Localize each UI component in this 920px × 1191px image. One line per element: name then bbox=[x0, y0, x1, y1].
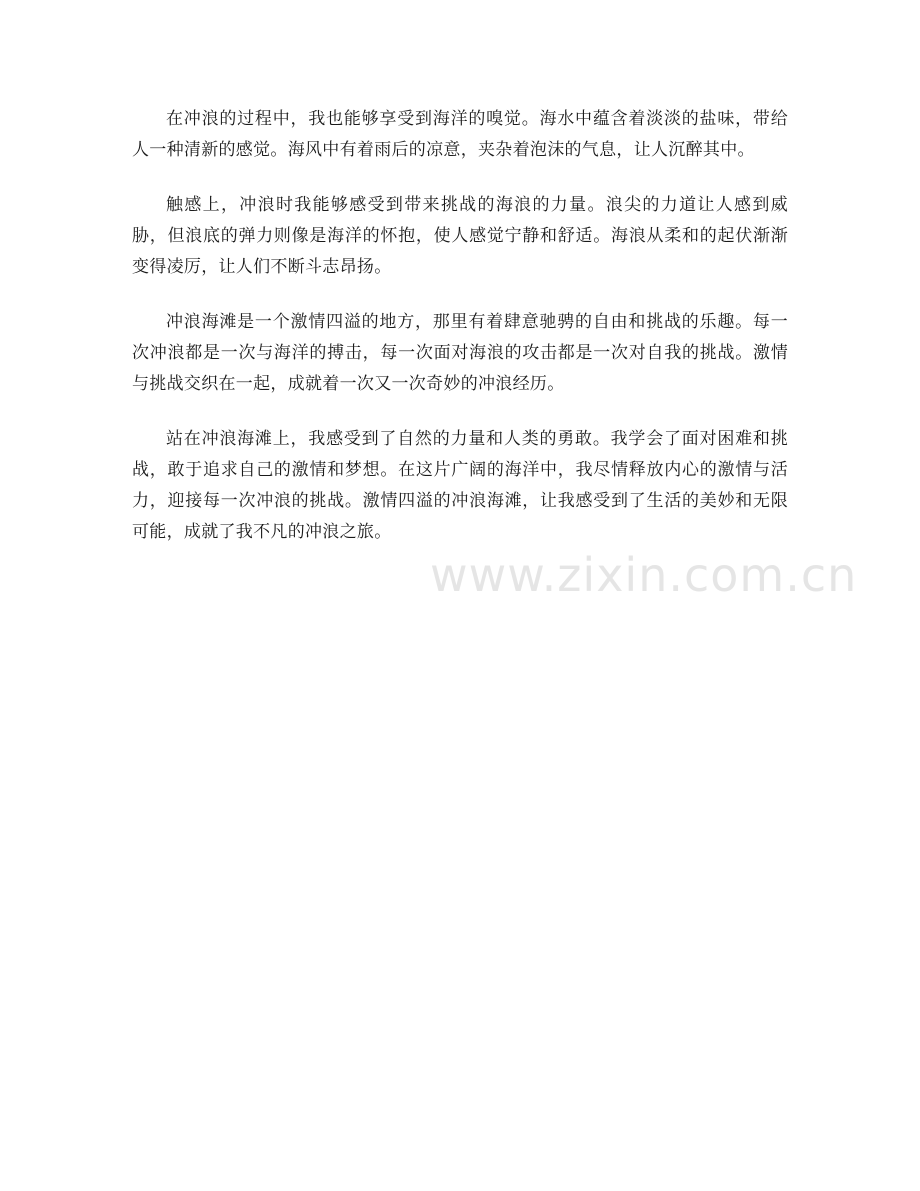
paragraph-2: 触感上，冲浪时我能够感受到带来挑战的海浪的力量。浪尖的力道让人感到威胁，但浪底的弹力则像是海洋的怀抱，使人感觉宁静和舒适。海浪从柔和的起伏渐渐变得凌厉，让人们不断斗志昂扬。 bbox=[132, 195, 788, 277]
watermark-text: www.zixin.com.cn bbox=[430, 548, 858, 602]
paragraph-3: 冲浪海滩是一个激情四溢的地方，那里有着肆意驰骋的自由和挑战的乐趣。每一次冲浪都是一次与海洋的搏击，每一次面对海浪的攻击都是一次对自我的挑战。激情与挑战交织在一起，成就着一次又一次奇妙的冲浪经历。 bbox=[132, 312, 788, 394]
document-page bbox=[132, 104, 788, 572]
paragraph-1: 在冲浪的过程中，我也能够享受到海洋的嗅觉。海水中蕴含着淡淡的盐味，带给人一种清新的感觉。海风中有着雨后的凉意，夹杂着泡沫的气息，让人沉醉其中。 bbox=[132, 109, 788, 160]
paragraph-4: 站在冲浪海滩上，我感受到了自然的力量和人类的勇敢。我学会了面对困难和挑战，敢于追求自己的激情和梦想。在这片广阔的海洋中，我尽情释放内心的激情与活力，迎接每一次冲浪的挑战。激情四溢的冲浪海滩，让我感受到了生活的美妙和无限可能，成就了我不凡的冲浪之旅。 bbox=[132, 429, 788, 542]
